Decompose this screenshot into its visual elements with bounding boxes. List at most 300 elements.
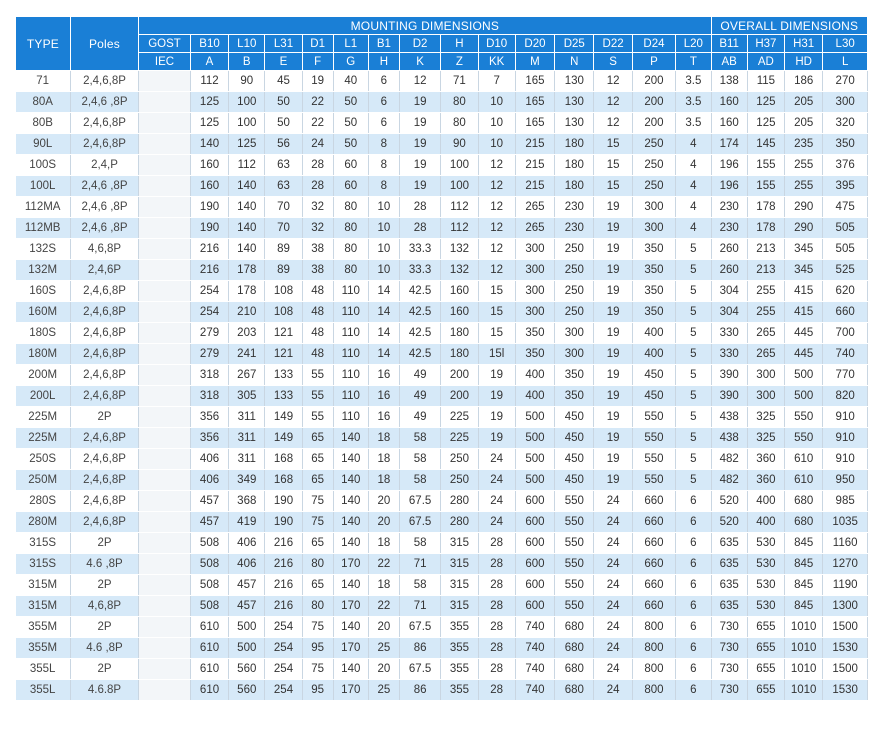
type-cell: 160S xyxy=(16,281,71,302)
dimension-value-cell: 58 xyxy=(399,428,440,449)
dimension-value-cell: 19 xyxy=(478,386,515,407)
dimension-value-cell: 457 xyxy=(229,596,265,617)
dimension-value-cell: 241 xyxy=(229,344,265,365)
dimension-value-cell: 140 xyxy=(333,575,368,596)
table-row xyxy=(16,659,868,680)
dimension-value-cell: 55 xyxy=(302,386,333,407)
dimension-value-cell: 10 xyxy=(478,113,515,134)
table-row xyxy=(16,386,868,407)
poles-cell: 2,4,6 ,8P xyxy=(70,92,138,113)
dimension-value-cell: 125 xyxy=(747,113,784,134)
dimension-value-cell: 530 xyxy=(747,533,784,554)
dimension-value-cell: 267 xyxy=(229,365,265,386)
type-cell: 71 xyxy=(16,71,71,92)
dimension-value-cell: 40 xyxy=(333,71,368,92)
dimension-value-cell: 14 xyxy=(368,344,399,365)
iec-code-cell: Z xyxy=(441,53,478,71)
dimension-value-cell: 32 xyxy=(302,218,333,239)
type-cell: 160M xyxy=(16,302,71,323)
dimension-value-cell: 445 xyxy=(785,344,823,365)
dimension-value-cell: 110 xyxy=(333,386,368,407)
type-cell: 355M xyxy=(16,638,71,659)
dimension-value-cell: 200 xyxy=(632,71,675,92)
dimension-value-cell: 33.3 xyxy=(399,260,440,281)
dimension-value-cell: 457 xyxy=(190,512,228,533)
dimension-value-cell: 300 xyxy=(747,386,784,407)
gost-empty-cell xyxy=(139,575,191,596)
dimension-value-cell: 500 xyxy=(515,428,554,449)
dimension-value-cell: 530 xyxy=(747,596,784,617)
dimension-value-cell: 205 xyxy=(785,113,823,134)
dimension-value-cell: 70 xyxy=(265,218,302,239)
dimension-value-cell: 6 xyxy=(676,554,711,575)
dimension-value-cell: 19 xyxy=(594,470,632,491)
dimension-value-cell: 610 xyxy=(190,638,228,659)
dimension-value-cell: 160 xyxy=(190,155,228,176)
dimension-value-cell: 740 xyxy=(515,638,554,659)
gost-code-cell: D2 xyxy=(399,35,440,53)
dimension-value-cell: 130 xyxy=(555,71,594,92)
dimension-value-cell: 24 xyxy=(594,554,632,575)
dimension-value-cell: 15l xyxy=(478,344,515,365)
dimension-value-cell: 315 xyxy=(441,533,478,554)
poles-cell: 2,4,6 ,8P xyxy=(70,176,138,197)
type-cell: 132S xyxy=(16,239,71,260)
dimension-value-cell: 58 xyxy=(399,533,440,554)
dimension-value-cell: 500 xyxy=(515,449,554,470)
dimension-value-cell: 500 xyxy=(515,407,554,428)
dimension-value-cell: 48 xyxy=(302,281,333,302)
dimension-value-cell: 360 xyxy=(747,449,784,470)
dimension-value-cell: 65 xyxy=(302,575,333,596)
dimension-value-cell: 19 xyxy=(594,344,632,365)
dimension-value-cell: 6 xyxy=(368,92,399,113)
dimension-value-cell: 24 xyxy=(594,596,632,617)
type-cell: 280S xyxy=(16,491,71,512)
dimension-value-cell: 450 xyxy=(555,449,594,470)
dimension-value-cell: 450 xyxy=(555,407,594,428)
dimension-value-cell: 660 xyxy=(632,533,675,554)
dimension-value-cell: 415 xyxy=(785,302,823,323)
poles-cell: 2,4,6 ,8P xyxy=(70,218,138,239)
dimension-value-cell: 279 xyxy=(190,344,228,365)
dimension-value-cell: 5 xyxy=(676,323,711,344)
dimension-value-cell: 19 xyxy=(594,218,632,239)
iec-code-cell: HD xyxy=(785,53,823,71)
dimension-value-cell: 28 xyxy=(399,197,440,218)
dimension-value-cell: 600 xyxy=(515,554,554,575)
poles-cell: 4.6 ,8P xyxy=(70,554,138,575)
dimension-value-cell: 304 xyxy=(711,302,747,323)
poles-cell: 2P xyxy=(70,575,138,596)
dimension-value-cell: 1500 xyxy=(823,617,868,638)
gost-empty-cell xyxy=(139,533,191,554)
dimension-value-cell: 508 xyxy=(190,533,228,554)
dimension-value-cell: 190 xyxy=(190,218,228,239)
dimension-value-cell: 10 xyxy=(368,218,399,239)
gost-empty-cell xyxy=(139,491,191,512)
gost-empty-cell xyxy=(139,407,191,428)
dimension-value-cell: 28 xyxy=(478,596,515,617)
dimension-value-cell: 845 xyxy=(785,596,823,617)
dimension-value-cell: 121 xyxy=(265,323,302,344)
dimension-value-cell: 95 xyxy=(302,638,333,659)
type-cell: 180S xyxy=(16,323,71,344)
dimension-value-cell: 610 xyxy=(190,680,228,701)
gost-empty-cell xyxy=(139,638,191,659)
dimension-value-cell: 180 xyxy=(555,134,594,155)
type-cell: 90L xyxy=(16,134,71,155)
dimension-value-cell: 300 xyxy=(555,344,594,365)
dimension-value-cell: 89 xyxy=(265,260,302,281)
poles-cell: 2,4,6,8P xyxy=(70,323,138,344)
dimension-value-cell: 5 xyxy=(676,470,711,491)
dimensions-table-container xyxy=(15,16,868,701)
dimension-value-cell: 28 xyxy=(478,617,515,638)
dimension-value-cell: 20 xyxy=(368,659,399,680)
dimension-value-cell: 100 xyxy=(229,92,265,113)
iec-header: IEC xyxy=(139,53,191,71)
dimension-value-cell: 500 xyxy=(785,386,823,407)
dimension-value-cell: 19 xyxy=(399,113,440,134)
dimension-value-cell: 6 xyxy=(368,71,399,92)
dimension-value-cell: 200 xyxy=(441,365,478,386)
dimension-value-cell: 1300 xyxy=(823,596,868,617)
dimension-value-cell: 6 xyxy=(676,575,711,596)
gost-header: GOST xyxy=(139,35,191,53)
dimension-value-cell: 800 xyxy=(632,659,675,680)
poles-cell: 2,4,6,8P xyxy=(70,449,138,470)
poles-cell: 2,4,6,8P xyxy=(70,302,138,323)
dimension-value-cell: 165 xyxy=(515,71,554,92)
dimension-value-cell: 450 xyxy=(632,365,675,386)
dimension-value-cell: 108 xyxy=(265,281,302,302)
dimension-value-cell: 48 xyxy=(302,323,333,344)
dimension-value-cell: 22 xyxy=(302,92,333,113)
dimension-value-cell: 5 xyxy=(676,281,711,302)
gost-code-row xyxy=(16,35,868,53)
dimension-value-cell: 10 xyxy=(368,260,399,281)
dimension-value-cell: 450 xyxy=(555,428,594,449)
dimension-value-cell: 290 xyxy=(785,197,823,218)
dimension-value-cell: 48 xyxy=(302,302,333,323)
dimension-value-cell: 12 xyxy=(478,155,515,176)
dimension-value-cell: 213 xyxy=(747,239,784,260)
dimension-value-cell: 482 xyxy=(711,470,747,491)
dimension-value-cell: 550 xyxy=(632,407,675,428)
dimension-value-cell: 16 xyxy=(368,407,399,428)
dimension-value-cell: 190 xyxy=(265,491,302,512)
gost-code-cell: D24 xyxy=(632,35,675,53)
dimension-value-cell: 58 xyxy=(399,470,440,491)
dimension-value-cell: 24 xyxy=(594,575,632,596)
dimension-value-cell: 230 xyxy=(555,218,594,239)
dimension-value-cell: 63 xyxy=(265,176,302,197)
dimension-value-cell: 205 xyxy=(785,92,823,113)
dimension-value-cell: 12 xyxy=(478,239,515,260)
dimension-value-cell: 140 xyxy=(333,512,368,533)
dimension-value-cell: 168 xyxy=(265,449,302,470)
type-cell: 132M xyxy=(16,260,71,281)
table-row xyxy=(16,176,868,197)
overall-dimensions-header: OVERALL DIMENSIONS xyxy=(711,17,867,35)
dimension-value-cell: 5 xyxy=(676,260,711,281)
dimension-value-cell: 115 xyxy=(747,71,784,92)
dimension-value-cell: 740 xyxy=(823,344,868,365)
dimension-value-cell: 438 xyxy=(711,428,747,449)
type-cell: 100S xyxy=(16,155,71,176)
dimension-value-cell: 18 xyxy=(368,428,399,449)
dimension-value-cell: 70 xyxy=(265,197,302,218)
dimension-value-cell: 22 xyxy=(368,554,399,575)
dimension-value-cell: 680 xyxy=(555,617,594,638)
dimension-value-cell: 300 xyxy=(515,281,554,302)
dimension-value-cell: 130 xyxy=(555,113,594,134)
gost-empty-cell xyxy=(139,197,191,218)
iec-code-cell: A xyxy=(190,53,228,71)
dimension-value-cell: 3.5 xyxy=(676,113,711,134)
dimension-value-cell: 500 xyxy=(785,365,823,386)
dimension-value-cell: 14 xyxy=(368,302,399,323)
dimension-value-cell: 19 xyxy=(594,281,632,302)
dimension-value-cell: 20 xyxy=(368,512,399,533)
dimension-value-cell: 28 xyxy=(302,176,333,197)
dimension-value-cell: 355 xyxy=(441,617,478,638)
dimension-value-cell: 360 xyxy=(747,470,784,491)
dimension-value-cell: 28 xyxy=(399,218,440,239)
dimension-value-cell: 730 xyxy=(711,680,747,701)
dimension-value-cell: 140 xyxy=(333,617,368,638)
iec-code-cell: M xyxy=(515,53,554,71)
dimension-value-cell: 550 xyxy=(555,554,594,575)
poles-cell: 2,4,6,8P xyxy=(70,281,138,302)
dimension-value-cell: 178 xyxy=(747,197,784,218)
dimension-value-cell: 24 xyxy=(478,512,515,533)
gost-empty-cell xyxy=(139,617,191,638)
dimension-value-cell: 356 xyxy=(190,428,228,449)
gost-empty-cell xyxy=(139,344,191,365)
dimension-value-cell: 910 xyxy=(823,449,868,470)
dimension-value-cell: 6 xyxy=(676,533,711,554)
dimension-value-cell: 200 xyxy=(632,113,675,134)
dimension-value-cell: 250 xyxy=(632,176,675,197)
dimension-value-cell: 25 xyxy=(368,680,399,701)
iec-code-cell: N xyxy=(555,53,594,71)
poles-cell: 4.6 ,8P xyxy=(70,638,138,659)
iec-code-cell: T xyxy=(676,53,711,71)
dimension-value-cell: 14 xyxy=(368,323,399,344)
dimension-value-cell: 24 xyxy=(594,491,632,512)
dimension-value-cell: 58 xyxy=(399,449,440,470)
dimension-value-cell: 350 xyxy=(632,239,675,260)
dimension-value-cell: 170 xyxy=(333,638,368,659)
dimension-value-cell: 112 xyxy=(190,71,228,92)
dimension-value-cell: 438 xyxy=(711,407,747,428)
dimension-value-cell: 24 xyxy=(478,470,515,491)
dimension-value-cell: 28 xyxy=(478,680,515,701)
dimension-value-cell: 80 xyxy=(302,596,333,617)
dimension-value-cell: 63 xyxy=(265,155,302,176)
dimension-value-cell: 75 xyxy=(302,512,333,533)
dimension-value-cell: 67.5 xyxy=(399,659,440,680)
dimension-value-cell: 910 xyxy=(823,428,868,449)
dimension-value-cell: 25 xyxy=(368,638,399,659)
dimension-value-cell: 19 xyxy=(594,428,632,449)
dimension-value-cell: 300 xyxy=(632,218,675,239)
dimension-value-cell: 71 xyxy=(399,596,440,617)
dimension-value-cell: 350 xyxy=(515,344,554,365)
dimension-value-cell: 49 xyxy=(399,365,440,386)
table-row xyxy=(16,512,868,533)
dimension-value-cell: 318 xyxy=(190,365,228,386)
dimension-value-cell: 660 xyxy=(632,596,675,617)
dimension-value-cell: 75 xyxy=(302,659,333,680)
dimension-value-cell: 10 xyxy=(368,197,399,218)
dimension-value-cell: 300 xyxy=(747,365,784,386)
dimension-value-cell: 680 xyxy=(555,638,594,659)
dimension-value-cell: 140 xyxy=(190,134,228,155)
table-row xyxy=(16,491,868,512)
dimension-value-cell: 80 xyxy=(302,554,333,575)
dimension-value-cell: 300 xyxy=(555,323,594,344)
type-cell: 250S xyxy=(16,449,71,470)
type-cell: 315S xyxy=(16,533,71,554)
dimension-value-cell: 6 xyxy=(676,638,711,659)
poles-cell: 2,4,6,8P xyxy=(70,491,138,512)
table-body xyxy=(16,71,868,701)
table-row xyxy=(16,134,868,155)
table-row xyxy=(16,617,868,638)
dimension-value-cell: 19 xyxy=(478,428,515,449)
dimension-value-cell: 100 xyxy=(229,113,265,134)
dimension-value-cell: 178 xyxy=(229,281,265,302)
dimension-value-cell: 325 xyxy=(747,428,784,449)
dimension-value-cell: 200 xyxy=(632,92,675,113)
dimension-value-cell: 186 xyxy=(785,71,823,92)
dimension-value-cell: 65 xyxy=(302,533,333,554)
dimension-value-cell: 125 xyxy=(190,113,228,134)
dimension-value-cell: 165 xyxy=(515,113,554,134)
gost-code-cell: L20 xyxy=(676,35,711,53)
dimension-value-cell: 680 xyxy=(555,659,594,680)
dimension-value-cell: 620 xyxy=(823,281,868,302)
table-row xyxy=(16,197,868,218)
dimension-value-cell: 216 xyxy=(265,596,302,617)
dimension-value-cell: 250 xyxy=(441,470,478,491)
dimension-value-cell: 1010 xyxy=(785,617,823,638)
dimension-value-cell: 160 xyxy=(441,281,478,302)
dimension-value-cell: 110 xyxy=(333,302,368,323)
dimension-value-cell: 280 xyxy=(441,491,478,512)
dimension-value-cell: 5 xyxy=(676,344,711,365)
dimension-value-cell: 250 xyxy=(441,449,478,470)
dimension-value-cell: 140 xyxy=(229,197,265,218)
table-row xyxy=(16,302,868,323)
type-cell: 112MB xyxy=(16,218,71,239)
dimension-value-cell: 550 xyxy=(785,428,823,449)
dimension-value-cell: 280 xyxy=(441,512,478,533)
gost-code-cell: D1 xyxy=(302,35,333,53)
dimension-value-cell: 1010 xyxy=(785,659,823,680)
dimension-value-cell: 49 xyxy=(399,386,440,407)
gost-empty-cell xyxy=(139,92,191,113)
dimension-value-cell: 318 xyxy=(190,386,228,407)
dimension-value-cell: 60 xyxy=(333,176,368,197)
dimension-value-cell: 160 xyxy=(441,302,478,323)
dimension-value-cell: 5 xyxy=(676,386,711,407)
dimension-value-cell: 50 xyxy=(333,134,368,155)
dimension-value-cell: 24 xyxy=(302,134,333,155)
table-row xyxy=(16,155,868,176)
gost-empty-cell xyxy=(139,386,191,407)
dimension-value-cell: 315 xyxy=(441,554,478,575)
poles-cell: 2P xyxy=(70,407,138,428)
gost-code-cell: D20 xyxy=(515,35,554,53)
dimension-value-cell: 600 xyxy=(515,533,554,554)
dimension-value-cell: 255 xyxy=(785,176,823,197)
gost-empty-cell xyxy=(139,470,191,491)
iec-code-cell: H xyxy=(368,53,399,71)
dimension-value-cell: 67.5 xyxy=(399,617,440,638)
dimension-value-cell: 160 xyxy=(711,92,747,113)
dimension-value-cell: 18 xyxy=(368,449,399,470)
dimension-value-cell: 255 xyxy=(785,155,823,176)
dimension-value-cell: 45 xyxy=(265,71,302,92)
dimension-value-cell: 505 xyxy=(823,218,868,239)
dimension-value-cell: 28 xyxy=(478,638,515,659)
dimension-value-cell: 67.5 xyxy=(399,491,440,512)
type-cell: 112MA xyxy=(16,197,71,218)
dimension-value-cell: 300 xyxy=(515,302,554,323)
dimension-value-cell: 86 xyxy=(399,680,440,701)
dimension-value-cell: 1010 xyxy=(785,638,823,659)
dimension-value-cell: 38 xyxy=(302,260,333,281)
dimension-value-cell: 22 xyxy=(302,113,333,134)
dimension-value-cell: 90 xyxy=(441,134,478,155)
dimension-value-cell: 349 xyxy=(229,470,265,491)
dimension-value-cell: 550 xyxy=(555,512,594,533)
poles-cell: 2,4,6,8P xyxy=(70,71,138,92)
dimension-value-cell: 550 xyxy=(632,428,675,449)
dimension-value-cell: 265 xyxy=(515,218,554,239)
dimension-value-cell: 42.5 xyxy=(399,281,440,302)
dimension-value-cell: 216 xyxy=(190,260,228,281)
dimension-value-cell: 15 xyxy=(594,176,632,197)
dimension-value-cell: 140 xyxy=(229,176,265,197)
dimension-value-cell: 525 xyxy=(823,260,868,281)
gost-code-cell: L1 xyxy=(333,35,368,53)
dimension-value-cell: 350 xyxy=(555,386,594,407)
dimension-value-cell: 300 xyxy=(632,197,675,218)
dimension-value-cell: 138 xyxy=(711,71,747,92)
dimension-value-cell: 508 xyxy=(190,596,228,617)
dimension-value-cell: 600 xyxy=(515,596,554,617)
dimension-value-cell: 4 xyxy=(676,134,711,155)
dimension-value-cell: 250 xyxy=(555,302,594,323)
dimension-value-cell: 400 xyxy=(747,512,784,533)
poles-cell: 2,4,6 ,8P xyxy=(70,197,138,218)
gost-empty-cell xyxy=(139,512,191,533)
dimension-value-cell: 5 xyxy=(676,428,711,449)
dimension-value-cell: 95 xyxy=(302,680,333,701)
dimension-value-cell: 125 xyxy=(190,92,228,113)
dimension-value-cell: 15 xyxy=(478,323,515,344)
dimension-value-cell: 8 xyxy=(368,134,399,155)
dimension-value-cell: 75 xyxy=(302,617,333,638)
dimension-value-cell: 530 xyxy=(747,554,784,575)
dimension-value-cell: 67.5 xyxy=(399,512,440,533)
dimension-value-cell: 355 xyxy=(441,638,478,659)
